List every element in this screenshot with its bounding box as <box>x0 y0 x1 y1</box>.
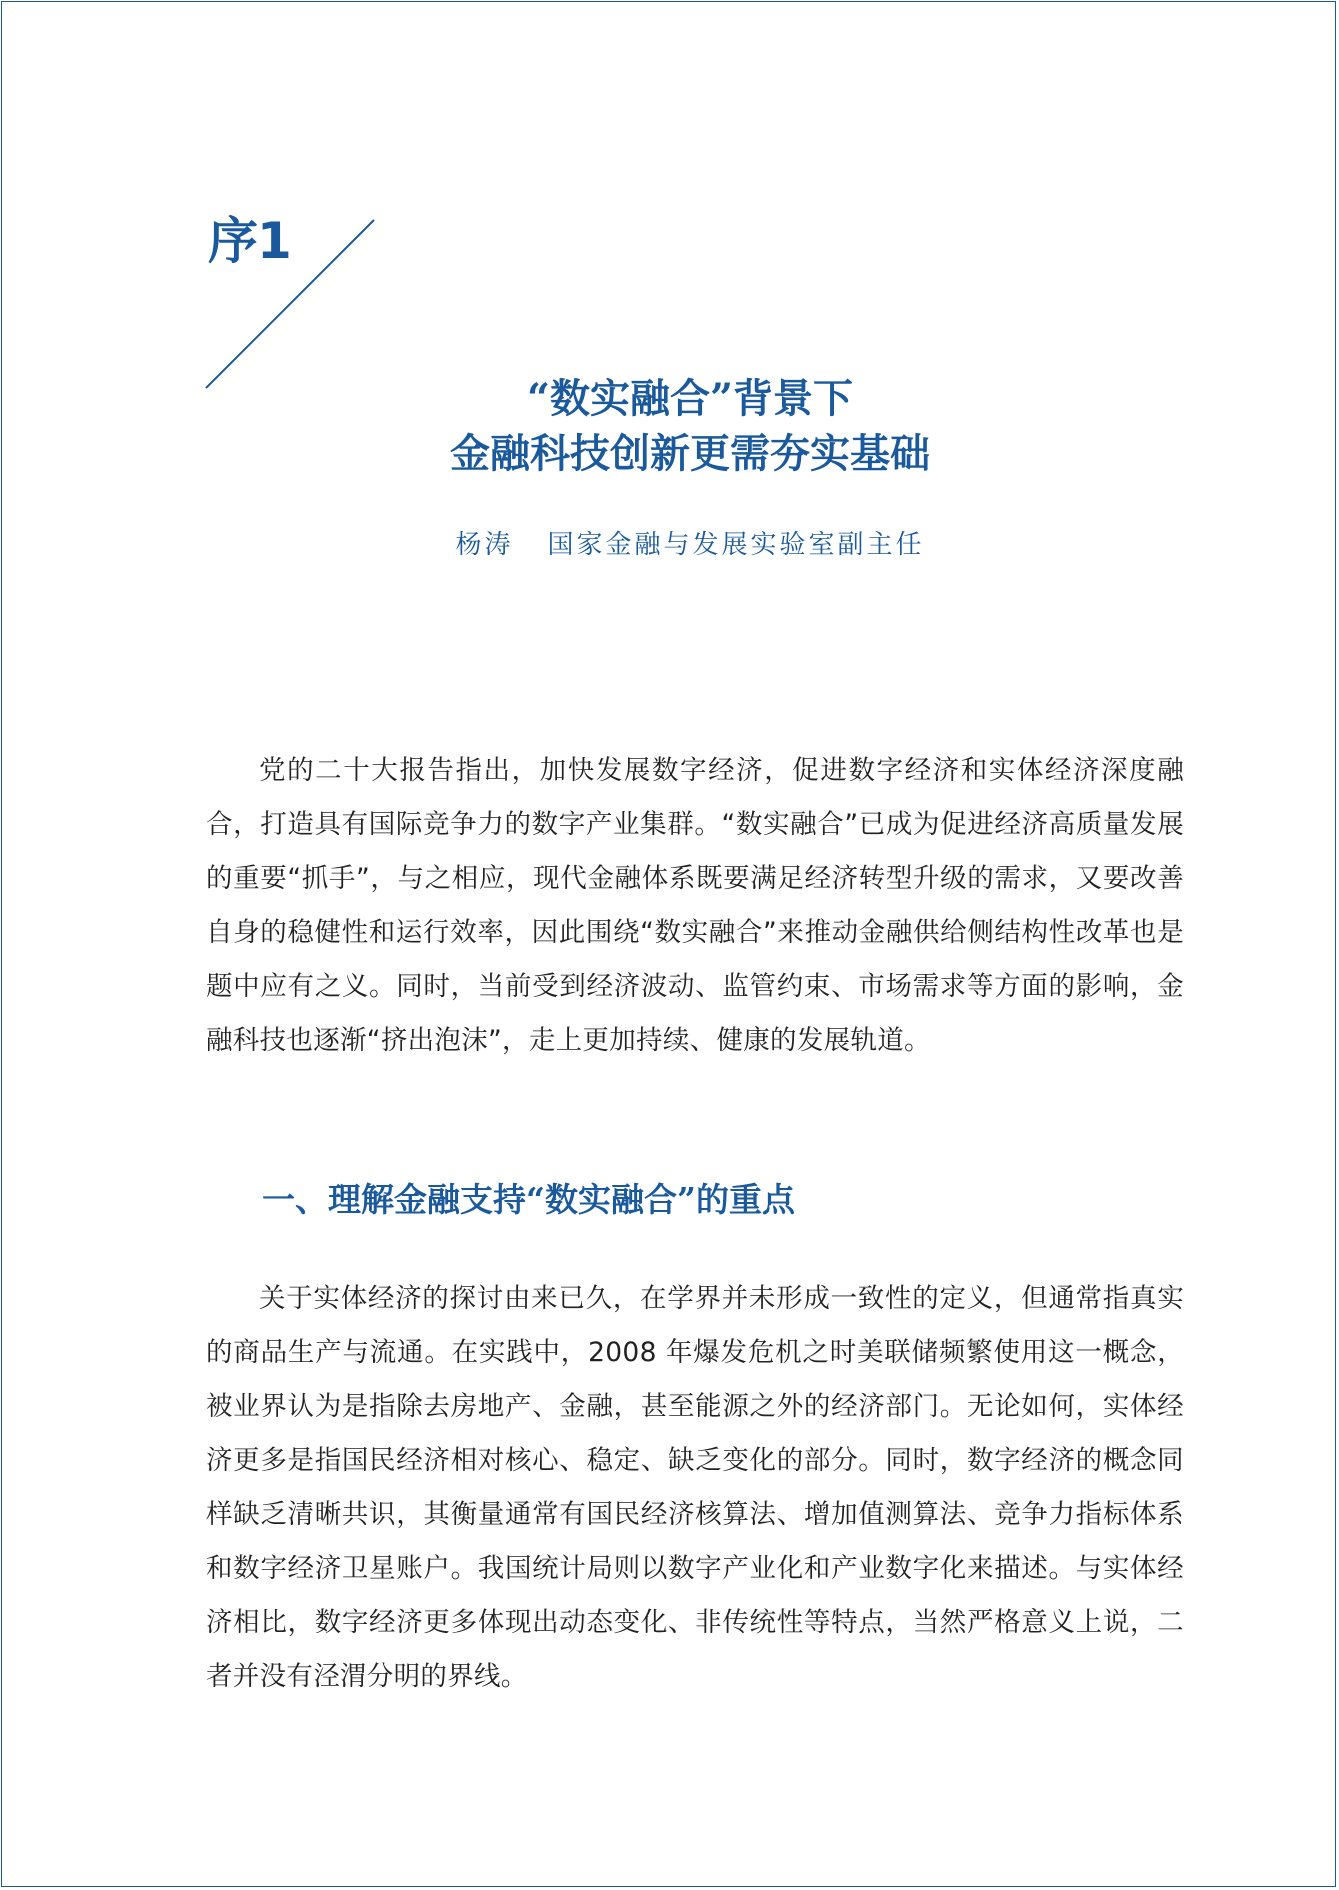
article-title-line-1: “数实融合”背景下 <box>526 375 853 422</box>
author-title: 国家金融与发展实验室副主任 <box>547 530 925 560</box>
body-paragraph-1: 党的二十大报告指出，加快发展数字经济，促进数字经济和实体经济深度融合，打造具有国际竞争力的数字产业集群。“数实融合”已成为促进经济高质量发展的重要“抓手”，与之相应，现代金融体系既要满足经济转型升级的需求，又要改善自身的稳健性和运行效率，因此围绕“数实融合”来推动金融供给侧结构性改革也是题中应有之义。同时，当前受到经济波动、监管约束、市场需求等方面的影响，金融科技也逐渐“挤出泡沫”，走上更加持续、健康的发展轨道。 <box>206 755 1184 1056</box>
decorative-diagonal-line <box>200 212 380 392</box>
section-heading: 一、理解金融支持“数实融合”的重点 <box>262 1180 795 1219</box>
body-paragraph-2: 关于实体经济的探讨由来已久，在学界并未形成一致性的定义，但通常指真实的商品生产与流通。在实践中，2008 年爆发危机之时美联储频繁使用这一概念，被业界认为是指除去房地产、金融，甚至能源之外的经济部门。无论如何，实体经济更多是指国民经济相对核心、稳定、缺乏变化的部分。同时，数字经济的概念同样缺乏清晰共识，其衡量通常有国民经济核算法、增加值测算法、竞争力指标体系和数字经济卫星账户。我国统计局则以数字产业化和产业数字化来描述。与实体经济相比，数字经济更多体现出动态变化、非传统性等特点，当然严格意义上说，二者并没有泾渭分明的界线。 <box>206 1283 1184 1692</box>
author-name: 杨涛 <box>455 530 514 560</box>
author-byline <box>300 524 1080 561</box>
preface-label: 序1 <box>208 212 291 270</box>
article-title-line-2: 金融科技创新更需夯实基础 <box>450 430 930 477</box>
